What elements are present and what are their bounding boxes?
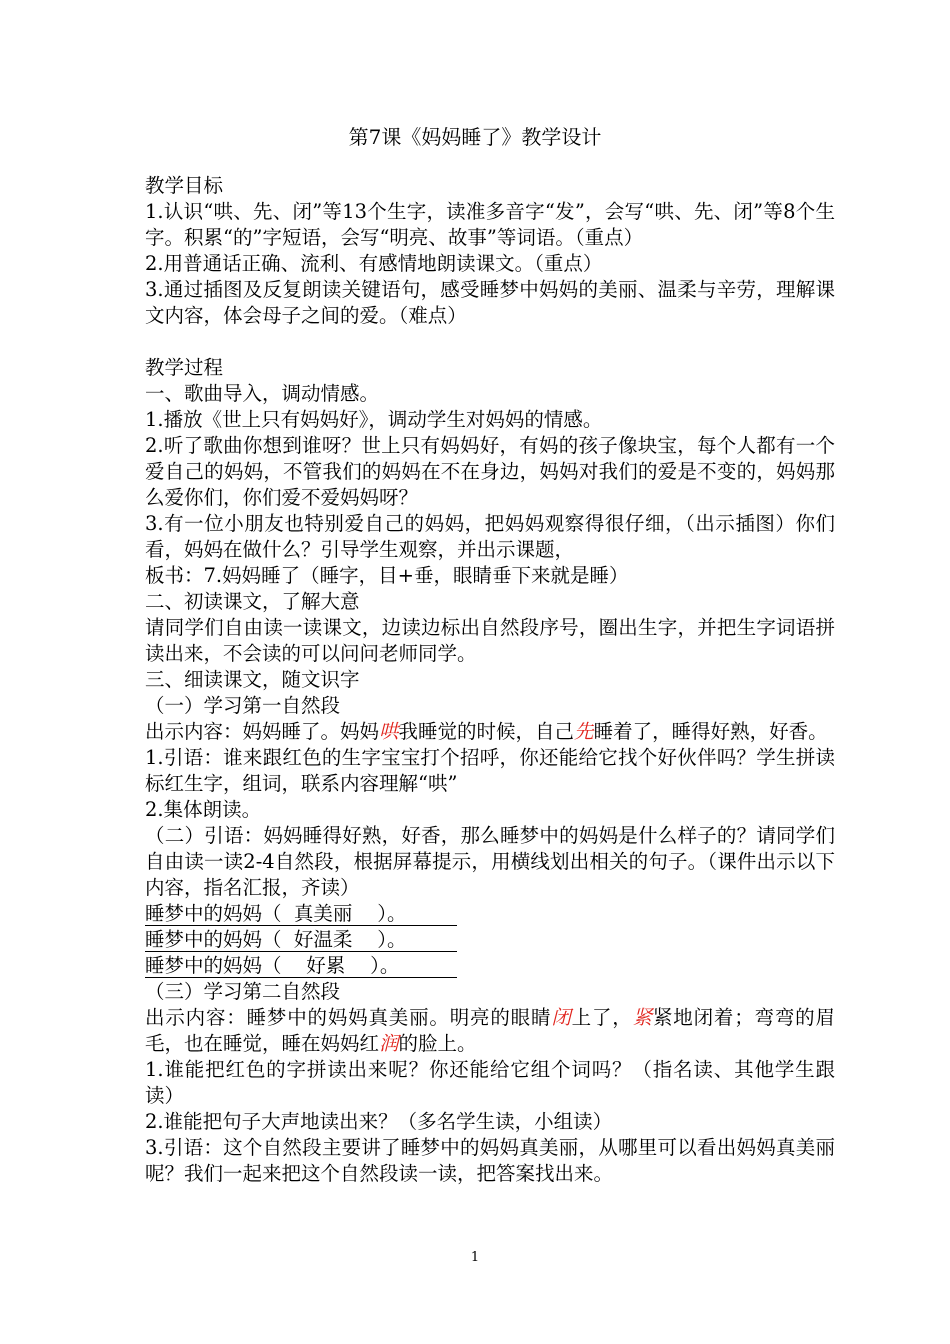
section-heading-process: 教学过程 xyxy=(145,356,224,379)
step-1-para-3: 3.有一位小朋友也特别爱自己的妈妈，把妈妈观察得很仔细，（出示插图）你们看，妈妈在做什么？引导学生观察，并出示课题， xyxy=(145,512,835,561)
underlined-line-1: 睡梦中的妈妈（ 真美丽 ）。 xyxy=(145,901,835,927)
highlight-char: 紧 xyxy=(632,1006,653,1029)
underlined-line-2: 睡梦中的妈妈（ 好温柔 ）。 xyxy=(145,927,835,953)
sub-2-heading: （二）引语：妈妈睡得好熟，好香，那么睡梦中的妈妈是什么样子的？请同学们自由读一读2-4自然段，根据屏幕提示，用横线划出相关的句子。（课件出示以下内容，指名汇报，齐读） xyxy=(145,824,835,899)
sub-1-para-1: 1.引语：谁来跟红色的生字宝宝打个招呼，你还能给它找个好伙伴吗？学生拼读标红生字，组词，联系内容理解“哄” xyxy=(145,746,835,795)
document-title: 第7课《妈妈睡了》教学设计 xyxy=(348,125,602,149)
sub-3-para-1: 1.谁能把红色的字拼读出来呢？你还能给它组个词吗？（指名读、其他学生跟读） xyxy=(145,1058,835,1107)
goal-item-3: 3.通过插图及反复朗读关键语句，感受睡梦中妈妈的美丽、温柔与辛劳，理解课文内容，体会母子之间的爱。（难点） xyxy=(145,278,835,327)
sub-1-para-2: 2.集体朗读。 xyxy=(145,798,262,821)
sub-3-heading: （三）学习第二自然段 xyxy=(145,980,341,1003)
highlight-char: 哄 xyxy=(379,720,399,743)
step-2-heading: 二、初读课文，了解大意 xyxy=(145,590,360,613)
page-number: 1 xyxy=(470,1250,480,1265)
step-3-heading: 三、细读课文，随文识字 xyxy=(145,668,360,691)
step-1-para-4: 板书：7.妈妈睡了（睡字，目+垂，眼睛垂下来就是睡） xyxy=(145,564,629,587)
highlight-char: 润 xyxy=(379,1032,399,1055)
goal-item-1: 1.认识“哄、先、闭”等13个生字，读准多音字“发”，会写“哄、先、闭”等8个生字。积累“的”字短语，会写“明亮、故事”等词语。（重点） xyxy=(145,200,835,249)
underlined-line-3: 睡梦中的妈妈（ 好累 ）。 xyxy=(145,953,835,979)
section-heading-goals: 教学目标 xyxy=(145,174,224,197)
step-2-para-1: 请同学们自由读一读课文，边读边标出自然段序号，圈出生字，并把生字词语拼读出来，不会读的可以问问老师同学。 xyxy=(145,616,835,665)
document-body xyxy=(145,173,835,1187)
sub-3-display-text: 出示内容：睡梦中的妈妈真美丽。明亮的眼睛闭上了，紧紧地闭着；弯弯的眉毛，也在睡觉，睡在妈妈红润的脸上。 xyxy=(145,1006,835,1055)
sub-1-heading: （一）学习第一自然段 xyxy=(145,694,341,717)
sub-1-display-text: 出示内容：妈妈睡了。妈妈哄我睡觉的时候，自己先睡着了，睡得好熟，好香。 xyxy=(145,720,828,743)
goal-item-2: 2.用普通话正确、流利、有感情地朗读课文。（重点） xyxy=(145,252,603,275)
step-1-para-1: 1.播放《世上只有妈妈好》，调动学生对妈妈的情感。 xyxy=(145,408,603,431)
highlight-char: 先 xyxy=(574,720,594,743)
sub-3-para-3: 3.引语：这个自然段主要讲了睡梦中的妈妈真美丽，从哪里可以看出妈妈真美丽呢？我们一起来把这个自然段读一读，把答案找出来。 xyxy=(145,1136,835,1185)
blank-line xyxy=(145,329,835,355)
step-1-heading: 一、歌曲导入，调动情感。 xyxy=(145,382,380,405)
sub-3-para-2: 2.谁能把句子大声地读出来？（多名学生读，小组读） xyxy=(145,1110,613,1133)
step-1-para-2: 2.听了歌曲你想到谁呀？世上只有妈妈好，有妈的孩子像块宝，每个人都有一个爱自己的妈妈，不管我们的妈妈在不在身边，妈妈对我们的爱是不变的，妈妈那么爱你们，你们爱不爱妈妈呀？ xyxy=(145,434,835,509)
highlight-char: 闭 xyxy=(551,1006,572,1029)
